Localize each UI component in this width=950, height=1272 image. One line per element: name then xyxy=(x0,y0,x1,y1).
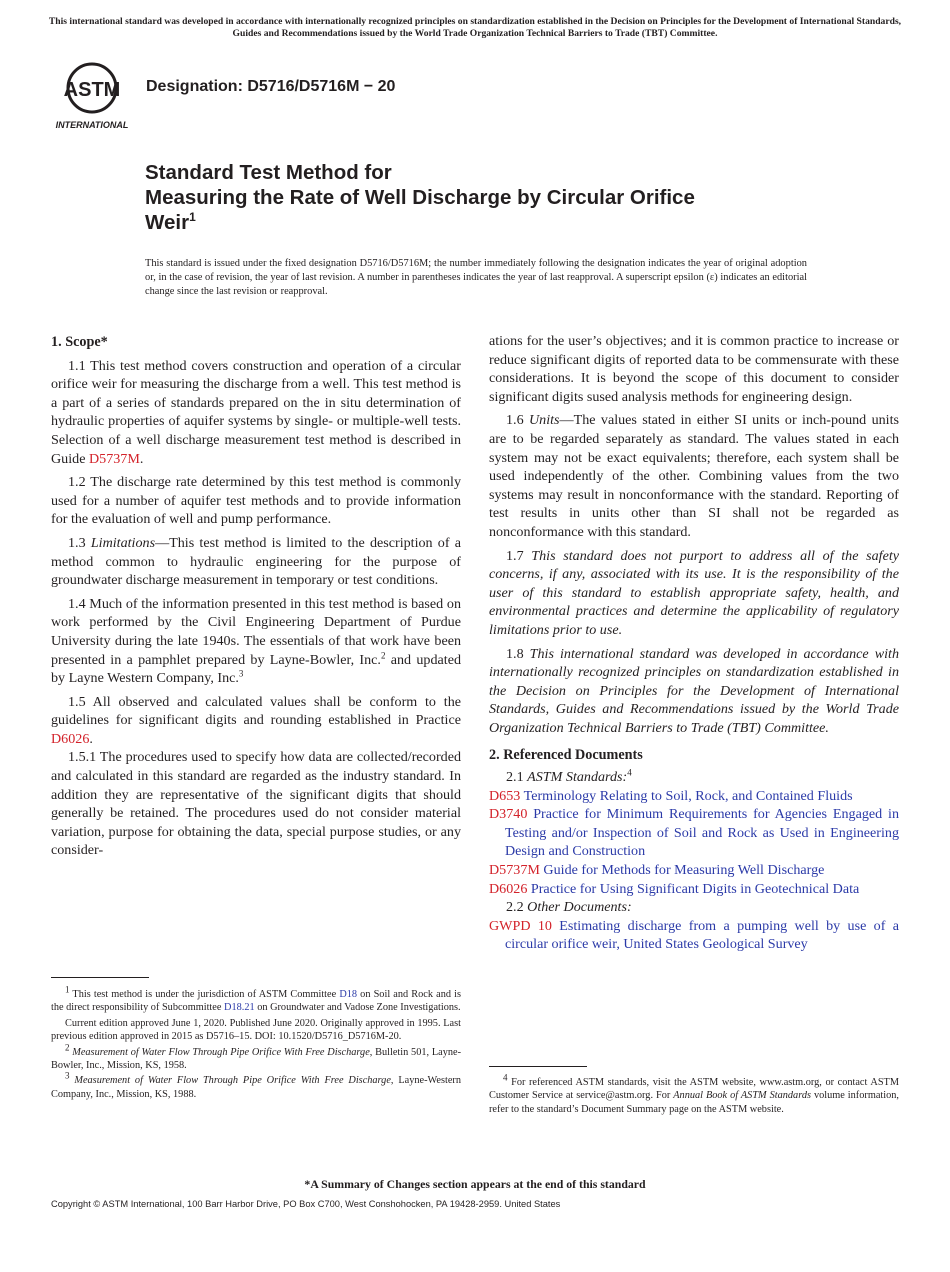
para-1-5-1-cont: ations for the user’s objectives; and it is common practice to increase or reduce significant digits of reported data to be commensurate with these considerations. It is beyond the scope of this document to consider significant digits sused analysis methods for engineering design. xyxy=(489,333,899,405)
right-column xyxy=(489,332,899,954)
para-1-7: 1.7 This standard does not purport to address all of the safety concerns, if any, associated with its use. It is the responsibility of the user of this standard to establish appropriate safety, health, and environmental practices and determine the applicability of regulatory limitations prior to use. xyxy=(489,547,900,638)
ref-d6026[interactable]: D6026 Practice for Using Significant Digits in Geotechnical Data xyxy=(489,880,860,897)
para-1-8: 1.8 This international standard was developed in accordance with internationally recognized principles on standardization established in the Decision on Principles for the Development of International Standards, Guides and Recommendations issued by the World Trade Organization Technical Barriers to Trade (TBT) Committee. xyxy=(489,645,899,736)
footnote-2: $^2$ Measurement of Water Flow Through Pipe Orifice With Free Discharge, Bulletin 501, Layne-Bowler, Inc., Mission, KS, 1958. xyxy=(51,1042,461,1072)
scope-heading: 1. Scope* xyxy=(51,334,108,350)
astm-logo xyxy=(52,56,134,134)
footnote-rule xyxy=(51,977,149,978)
astm-logo-mark xyxy=(52,56,134,134)
ref-d3740[interactable]: D3740 Practice for Minimum Requirements for Agencies Engaged in Testing and/or Inspection of Soil and Rock as Used in Engineering Design and Construction xyxy=(489,806,899,860)
title-line-3: Weir$^1$ xyxy=(145,210,196,234)
para-1-2: 1.2 The discharge rate determined by this test method is commonly used for a number of aquifer test methods and to provide information for the evaluation of well and pump performance. xyxy=(51,474,461,528)
footnote-4: $^4$ For referenced ASTM standards, visit the ASTM website, www.astm.org, or contact ASTM Customer Service at service@astm.org. For Annual Book of ASTM Standards volume information, refer to the standard’s Document Summary page on the ASTM website. xyxy=(489,1072,899,1115)
link-d6026[interactable]: D6026 xyxy=(51,730,90,747)
summary-of-changes-note: *A Summary of Changes section appears at the end of this standard xyxy=(304,1177,646,1191)
top-notice: This international standard was developed in accordance with internationally recognized principles on standardization established in the Decision on Principles for the Development of International Standards, Guides and Recommendations issued by the World Trade Organization Technical Barriers to Trade (TBT) Committee. xyxy=(48,16,902,39)
left-column xyxy=(51,333,461,860)
link-d18-21[interactable]: D18.21 xyxy=(224,1002,255,1014)
title-line-1: Standard Test Method for xyxy=(145,161,392,184)
logo-text: ASTM xyxy=(63,79,121,101)
right-footnotes xyxy=(489,1072,899,1116)
para-1-6: 1.6 Units—The values stated in either SI units or inch-pound units are to be regarded separately as standard. The values stated in each system may not be exact equivalents; therefore, each system shall be used independently of the other. Combining values from the two systems may result in nonconformance with the standard. Reporting of test results in units other than SI shall not be regarded as nonconformance with this standard. xyxy=(489,412,899,540)
para-1-5-1: 1.5.1 The procedures used to specify how data are collected/recorded and calculated in this standard are regarded as the industry standard. In addition they are representative of the significant digits that should generally be retained. The procedures used do not consider material variation, purpose for obtaining the data, special purpose studies, or any consider- xyxy=(51,749,461,859)
section-2-1: 2.1 ASTM Standards:$^4$ xyxy=(506,767,632,786)
ref-gwpd-10[interactable]: GWPD 10 Estimating discharge from a pumping well by use of a circular orifice weir, United States Geological Survey xyxy=(489,917,899,953)
link-d18[interactable]: D18 xyxy=(339,989,358,1000)
designation: Designation: D5716/D5716M − 20 xyxy=(146,78,396,95)
title-footnote-marker: 1 xyxy=(189,210,196,225)
title-line-2: Measuring the Rate of Well Discharge by Circular Orifice xyxy=(145,186,695,209)
issued-note: This standard is issued under the fixed designation D5716/D5716M; the number immediately following the designation indicates the year of original adoption or, in the case of revision, the year of last revision. A number in parentheses indicates the year of last reapproval. A superscript epsilon (ε) indicates an editorial change since the last revision or reapproval. xyxy=(145,258,807,298)
logo-sub: INTERNATIONAL xyxy=(55,120,129,130)
para-1-5: 1.5 All observed and calculated values shall be conform to the guidelines for significant digits and rounding established in Practice D6026. xyxy=(51,693,461,747)
left-footnotes xyxy=(51,984,461,1101)
document-title xyxy=(145,160,825,235)
para-1-3: 1.3 Limitations—This test method is limited to the description of a method common to hydraulic engineering for the purpose of groundwater discharge measurement in temporary or test conditions. xyxy=(51,534,462,589)
footnote-rule-right xyxy=(489,1066,587,1067)
footnote-1: $^1$ This test method is under the jurisdiction of ASTM Committee D18 on Soil and Rock and is the direct responsibility of Subcommittee D18.21 on Groundwater and Vadose Zone Investigations. xyxy=(51,984,461,1014)
copyright: Copyright © ASTM International, 100 Barr Harbor Drive, PO Box C700, West Conshohocken, PA 19428-2959. United States xyxy=(51,1199,561,1209)
para-1-4: 1.4 Much of the information presented in this test method is based on work performed by the Civil Engineering Department of Purdue University during the late 1940s. The essentials of that work have been presented in a pamphlet prepared by Layne-Bowler, Inc.$^2$ and updated by Layne Western Company, Inc.$^3$ xyxy=(51,595,461,687)
ref-d5737m[interactable]: D5737M Guide for Methods for Measuring Well Discharge xyxy=(489,862,825,879)
references-heading: 2. Referenced Documents xyxy=(489,747,643,764)
link-d5737m[interactable]: D5737M xyxy=(88,450,140,467)
ref-d653[interactable]: D653 Terminology Relating to Soil, Rock, and Contained Fluids xyxy=(489,787,853,804)
footnote-3: $^3$ Measurement of Water Flow Through Pipe Orifice With Free Discharge, Layne-Western Company, Inc., Mission, KS, 1988. xyxy=(51,1071,461,1100)
section-2-2: 2.2 Other Documents: xyxy=(506,899,632,916)
para-1-1: 1.1 This test method covers construction and operation of a circular orifice weir for measuring the discharge from a well. This test method is a part of a series of standards prepared on the in situ determination of hydraulic properties of aquifer systems by single- or multiple-well tests. Selection of a well discharge measurement test method is described in Guide D5737M. xyxy=(51,357,461,467)
footnote-1-edition: Current edition approved June 1, 2020. Published June 2020. Originally approved in 1995. Last previous edition approved in 2015 as D5716–15. DOI: 10.1520/D5716_D5716M-20. xyxy=(51,1017,461,1043)
